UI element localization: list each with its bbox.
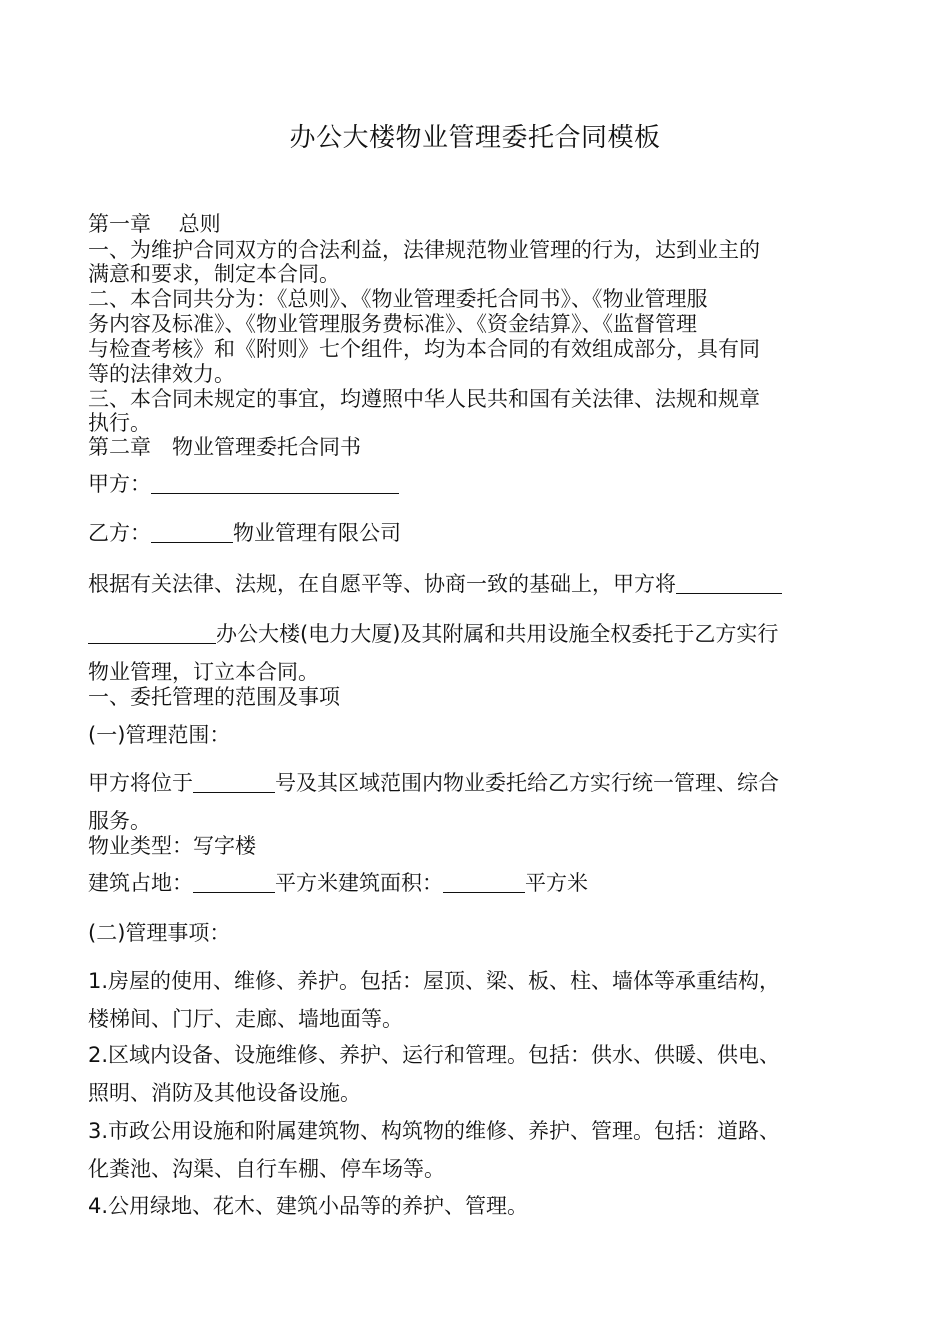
clause2-line2: 务内容及标准》、《物业管理服务费标准》、《资金结算》、《监督管理 xyxy=(88,312,697,336)
clause1-line2: 满意和要求，制定本合同。 xyxy=(88,262,340,286)
party-a-label: 甲方： xyxy=(88,472,151,496)
chapter2-heading: 第二章 物业管理委托合同书 xyxy=(88,435,361,459)
section1-heading: 一、委托管理的范围及事项 xyxy=(88,685,340,709)
basis-line1 xyxy=(88,571,782,597)
scope-line1-a: 甲方将位于 xyxy=(88,771,193,795)
clause3-line2: 执行。 xyxy=(88,411,151,435)
item1-line1: 1.房屋的使用、维修、养护。包括：屋顶、梁、板、柱、墙体等承重结构， xyxy=(88,969,781,993)
scope-line2: 服务。 xyxy=(88,809,151,833)
scope-address-blank[interactable] xyxy=(193,770,275,793)
item3-line2: 化粪池、沟渠、自行车棚、停车场等。 xyxy=(88,1157,445,1181)
land-area-blank[interactable] xyxy=(193,870,275,893)
party-a-row xyxy=(88,471,399,497)
basis-blank-1[interactable] xyxy=(676,571,782,594)
party-a-blank[interactable] xyxy=(151,471,399,494)
basis-line2 xyxy=(88,621,778,647)
chapter1-heading: 第一章 总则 xyxy=(88,212,221,236)
basis-line3: 物业管理，订立本合同。 xyxy=(88,660,319,684)
scope-line1 xyxy=(88,770,779,796)
building-area-blank[interactable] xyxy=(443,870,525,893)
document-title: 办公大楼物业管理委托合同模板 xyxy=(289,123,661,153)
clause2-line1: 二、本合同共分为：《总则》、《物业管理委托合同书》、《物业管理服 xyxy=(88,287,708,311)
item1-line2: 楼梯间、门厅、走廊、墙地面等。 xyxy=(88,1007,403,1031)
item2-line2: 照明、消防及其他设备设施。 xyxy=(88,1081,361,1105)
matters-heading: (二)管理事项： xyxy=(88,921,231,945)
basis-line1-text: 根据有关法律、法规，在自愿平等、协商一致的基础上，甲方将 xyxy=(88,572,676,596)
item4-line1: 4.公用绿地、花木、建筑小品等的养护、管理。 xyxy=(88,1194,529,1218)
scope-line1-b: 号及其区域范围内物业委托给乙方实行统一管理、综合 xyxy=(275,771,779,795)
clause3-line1: 三、本合同未规定的事宜，均遵照中华人民共和国有关法律、法规和规章 xyxy=(88,387,760,411)
clause2-line4: 等的法律效力。 xyxy=(88,362,235,386)
party-b-blank[interactable] xyxy=(151,520,233,543)
basis-blank-2[interactable] xyxy=(88,621,216,644)
party-b-suffix: 物业管理有限公司 xyxy=(233,521,401,545)
area-label-a: 建筑占地： xyxy=(88,871,193,895)
item2-line1: 2.区域内设备、设施维修、养护、运行和管理。包括：供水、供暖、供电、 xyxy=(88,1043,781,1067)
item3-line1: 3.市政公用设施和附属建筑物、构筑物的维修、养护、管理。包括：道路、 xyxy=(88,1119,781,1143)
property-type: 物业类型：写字楼 xyxy=(88,834,256,858)
clause2-line3: 与检查考核》和《附则》七个组件，均为本合同的有效组成部分，具有同 xyxy=(88,337,760,361)
area-row xyxy=(88,870,588,896)
area-unit: 平方米 xyxy=(525,871,588,895)
scope-heading: (一)管理范围： xyxy=(88,723,231,747)
basis-line2-text: 办公大楼(电力大厦)及其附属和共用设施全权委托于乙方实行 xyxy=(216,622,779,646)
area-label-b: 平方米建筑面积： xyxy=(275,871,443,895)
party-b-row xyxy=(88,520,401,546)
clause1-line1: 一、为维护合同双方的合法利益，法律规范物业管理的行为，达到业主的 xyxy=(88,238,760,262)
party-b-label: 乙方： xyxy=(88,521,151,545)
